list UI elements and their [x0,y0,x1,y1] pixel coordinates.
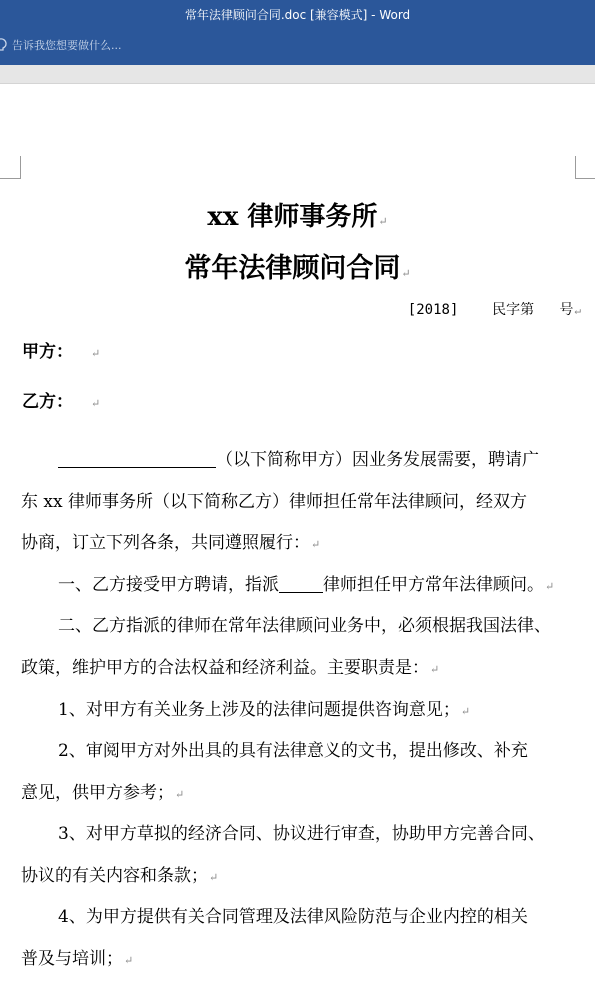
body-line: 3、对甲方草拟的经济合同、协议进行审查，协助甲方完善合同、 [58,824,545,844]
paragraph-mark: ↵ [209,871,219,884]
paragraph-mark: ↵ [378,215,388,228]
paragraph-mark: ↵ [401,267,411,280]
party-b-label: 乙方： ↵ [22,392,101,412]
body-line: 协商，订立下列各条，共同遵照履行：↵ [21,533,321,553]
body-line: 1、对甲方有关业务上涉及的法律问题提供咨询意见；↵ [58,700,471,720]
lightbulb-icon [0,37,8,53]
body-line: 4、为甲方提供有关合同管理及法律风险防范与企业内控的相关 [58,907,528,927]
paragraph-mark: ↵ [460,705,471,718]
body-line: （以下简称甲方）因业务发展需要，聘请广 [58,445,539,470]
blank-field [279,574,323,593]
paragraph-mark: ↵ [574,304,581,317]
paragraph-mark: ↵ [430,663,440,676]
paragraph-mark: ↵ [91,347,101,360]
paragraph-mark: ↵ [124,954,134,967]
blank-field [58,449,216,468]
paragraph-mark: ↵ [545,580,555,593]
body-line: 普及与培训；↵ [21,949,134,969]
body-line: 二、乙方指派的律师在常年法律顾问业务中，必须根据我国法律、 [58,616,551,636]
body-line: 政策，维护甲方的合法权益和经济利益。主要职责是：↵ [21,658,440,678]
tell-me-placeholder: 告诉我您想要做什么... [12,39,122,52]
crop-mark-left [0,156,21,179]
crop-mark-right [575,156,595,179]
body-line: 一、乙方接受甲方聘请，指派 律师担任甲方常年法律顾问。↵ [58,575,555,595]
party-a-label: 甲方： ↵ [22,342,101,362]
paragraph-mark: ↵ [91,397,101,410]
paragraph-mark: ↵ [175,788,185,801]
document-number: [2018] 民字第 号↵ [407,302,581,318]
document-page[interactable] [0,83,595,982]
body-line: 协议的有关内容和条款；↵ [21,866,219,886]
document-title-firm: xx 律师事务所↵ [207,202,388,232]
paragraph-mark: ↵ [311,538,321,551]
window-title: 常年法律顾问合同.doc [兼容模式] - Word [0,0,595,30]
body-line: 意见，供甲方参考；↵ [21,783,185,803]
document-title-contract: 常年法律顾问合同↵ [184,253,411,284]
body-line: 2、审阅甲方对外出具的具有法律意义的文书，提出修改、补充 [58,741,528,761]
tell-me-search[interactable] [0,30,122,60]
ribbon [0,30,595,65]
body-line: 东 xx 律师事务所（以下简称乙方）律师担任常年法律顾问，经双方 [21,492,527,512]
